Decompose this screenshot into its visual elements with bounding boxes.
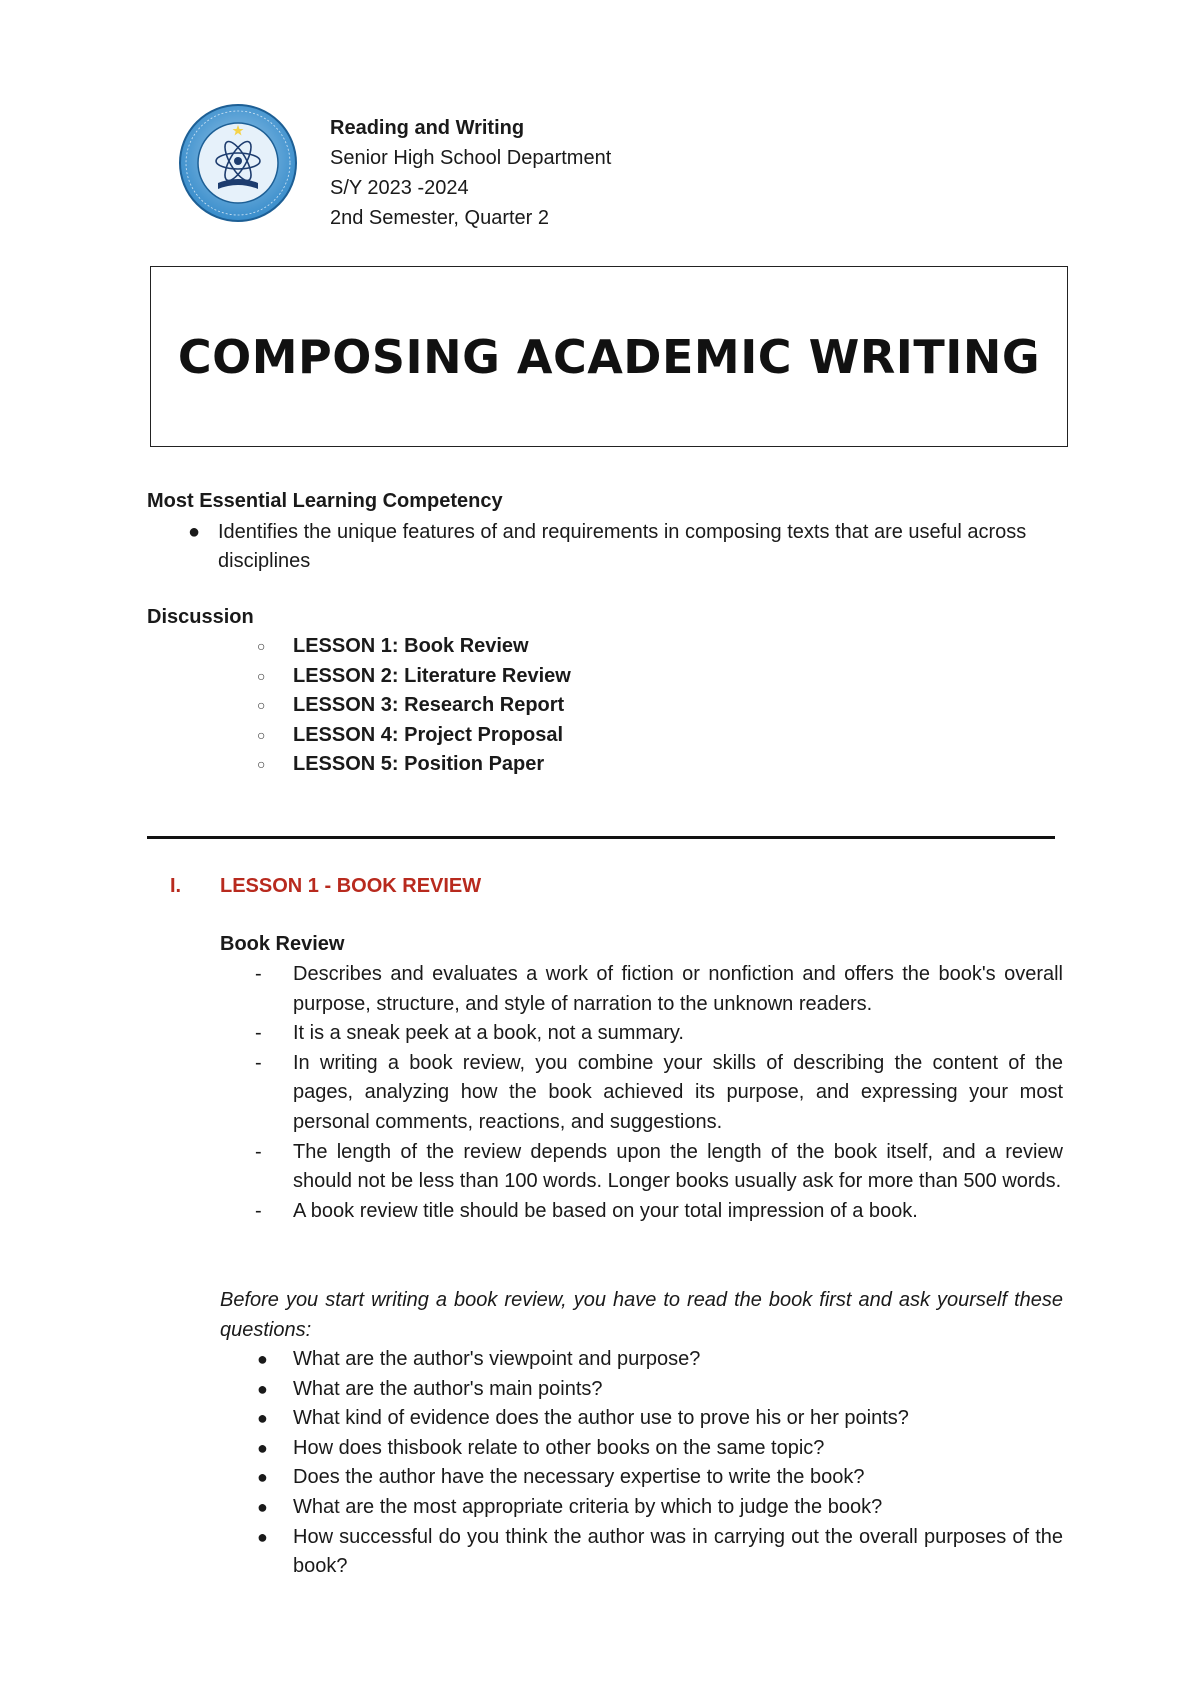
lesson-heading-text: LESSON 1 - BOOK REVIEW [220,875,482,897]
school-seal-icon [178,103,298,223]
point-text: Describes and evaluates a work of fiction or nonfiction and offers the book's overall purpose, structure, and style of narration to the unknown readers. [293,963,1063,1015]
bullet-icon: ● [257,1378,268,1399]
department-text: Senior High School Department [330,147,612,169]
dash-marker: - [255,963,262,985]
hollow-bullet-icon: ○ [257,726,266,743]
question-text: How successful do you think the author was in carrying out the overall purposes of the book? [293,1525,1063,1578]
page-title: COMPOSING ACADEMIC WRITING [177,329,1041,384]
document-header [330,113,611,233]
dash-marker: - [255,1199,262,1222]
question-text: What kind of evidence does the author use to prove his or her points? [293,1407,909,1430]
list-item [257,1493,1063,1523]
list-item [255,1019,1063,1049]
question-list [257,1345,1063,1582]
list-item [257,750,571,780]
lesson-list [257,632,571,780]
hollow-bullet-icon: ○ [257,697,266,713]
title-box [150,266,1068,447]
list-item [255,1138,1063,1197]
lesson-label: LESSON 2: Literature Review [293,664,571,687]
discussion-label: Discussion [147,606,254,628]
list-item [257,1523,1063,1582]
question-text: Does the author have the necessary expertise to write the book? [293,1466,865,1489]
list-item [257,1434,1063,1464]
list-item [255,1197,1063,1227]
list-item [257,691,571,721]
list-item [255,1049,1063,1138]
bullet-icon: ● [257,1467,268,1488]
question-text: How does thisbook relate to other books on the same topic? [293,1436,825,1459]
melc-list [188,518,1068,576]
dash-marker: - [255,1022,262,1045]
dash-marker: - [255,1140,262,1163]
subheading: Book Review [220,933,345,955]
bullet-icon: ● [188,521,201,543]
hollow-bullet-icon: ○ [257,667,266,684]
section-divider [147,836,1055,839]
lesson-label: LESSON 5: Position Paper [293,753,545,775]
school-year-text: S/Y 2023 -2024 [330,177,469,199]
question-text: What are the author's viewpoint and purpose? [293,1348,701,1370]
bullet-icon: ● [257,1349,268,1369]
melc-label: Most Essential Learning Competency [147,490,503,512]
questions-intro: Before you start writing a book review, you have to read the book first and ask yourself these questions: [220,1289,1063,1341]
list-item [257,721,571,751]
question-text: What are the author's main points? [293,1377,603,1400]
bullet-icon: ● [257,1408,268,1429]
list-item [257,662,571,692]
hollow-bullet-icon: ○ [257,756,266,772]
bullet-icon: ● [257,1526,268,1547]
lesson-number: I. [170,875,182,897]
hollow-bullet-icon: ○ [257,638,266,654]
list-item [257,1463,1063,1493]
lesson-label: LESSON 3: Research Report [293,694,565,716]
course-title: Reading and Writing [330,117,525,139]
list-item [257,1375,1063,1405]
point-text: It is a sneak peek at a book, not a summary. [293,1022,684,1045]
book-review-points [255,960,1063,1226]
list-item [257,1345,1063,1375]
lesson-label: LESSON 4: Project Proposal [293,723,564,746]
point-text: In writing a book review, you combine your skills of describing the content of the pages, analyzing how the book achieved its purpose, and expressing your most personal comments, reactions, and suggestions. [293,1051,1063,1133]
list-item [257,632,571,662]
list-item [188,518,1068,576]
melc-item-text: Identifies the unique features of and requirements in composing texts that are useful across disciplines [218,521,1027,572]
list-item [255,960,1063,1019]
point-text: A book review title should be based on your total impression of a book. [293,1199,918,1222]
lesson-heading [170,871,481,901]
point-text: The length of the review depends upon the length of the book itself, and a review should not be less than 100 words. Longer books usually ask for more than 500 words. [293,1140,1063,1193]
bullet-icon: ● [257,1437,268,1458]
list-item [257,1404,1063,1434]
dash-marker: - [255,1051,262,1074]
question-text: What are the most appropriate criteria by which to judge the book? [293,1495,883,1518]
lesson-label: LESSON 1: Book Review [293,635,529,657]
term-text: 2nd Semester, Quarter 2 [330,207,550,229]
bullet-icon: ● [257,1496,268,1517]
